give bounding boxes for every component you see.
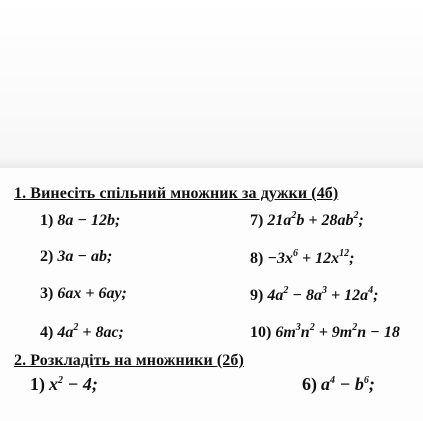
item-number: 1) [40, 212, 54, 229]
expression: $21a^2b + 28ab^2$; [267, 210, 364, 229]
expression: $-3x^6 + 12x^{12}$; [267, 248, 355, 267]
item-number: 2) [40, 248, 54, 265]
item-number: 8) [250, 250, 264, 267]
expression: $x^2 - 4$; [49, 374, 98, 394]
section-1-heading: 1. Винесіть спільний множник за дужки (4б) [14, 185, 339, 202]
exercise-2-1 [30, 374, 98, 395]
item-number: 7) [250, 212, 264, 229]
exercise-1-2 [40, 248, 112, 266]
worksheet-page [0, 168, 423, 421]
expression: $a^4 - b^6$; [321, 374, 375, 394]
exercise-1-10 [250, 324, 400, 342]
expression: 3a − ab; [57, 248, 113, 265]
expression: 6ax + 6ay; [57, 285, 127, 302]
exercise-1-8 [250, 250, 354, 268]
expression: $4a^2 + 8ac$; [57, 322, 124, 341]
exercise-1-4 [40, 324, 124, 342]
section-2-heading: 2. Розкладіть на множники (2б) [14, 352, 244, 369]
item-number: 9) [250, 287, 264, 304]
expression: $6m^3n^2 + 9m^2n - 18$ [275, 322, 400, 341]
expression: $4a^2 - 8a^3 + 12a^4$; [267, 285, 379, 304]
item-number: 3) [40, 285, 54, 302]
blank-top-area [0, 0, 423, 168]
item-number: 4) [40, 324, 54, 341]
item-number: 1) [30, 374, 45, 394]
exercise-1-3 [40, 285, 127, 303]
exercise-2-6 [302, 374, 375, 395]
item-number: 6) [302, 374, 317, 394]
expression: 8a − 12b; [57, 212, 121, 229]
exercise-1-7 [250, 212, 364, 230]
exercise-1-9 [250, 287, 378, 305]
item-number: 10) [250, 324, 272, 341]
exercise-1-1 [40, 212, 120, 230]
